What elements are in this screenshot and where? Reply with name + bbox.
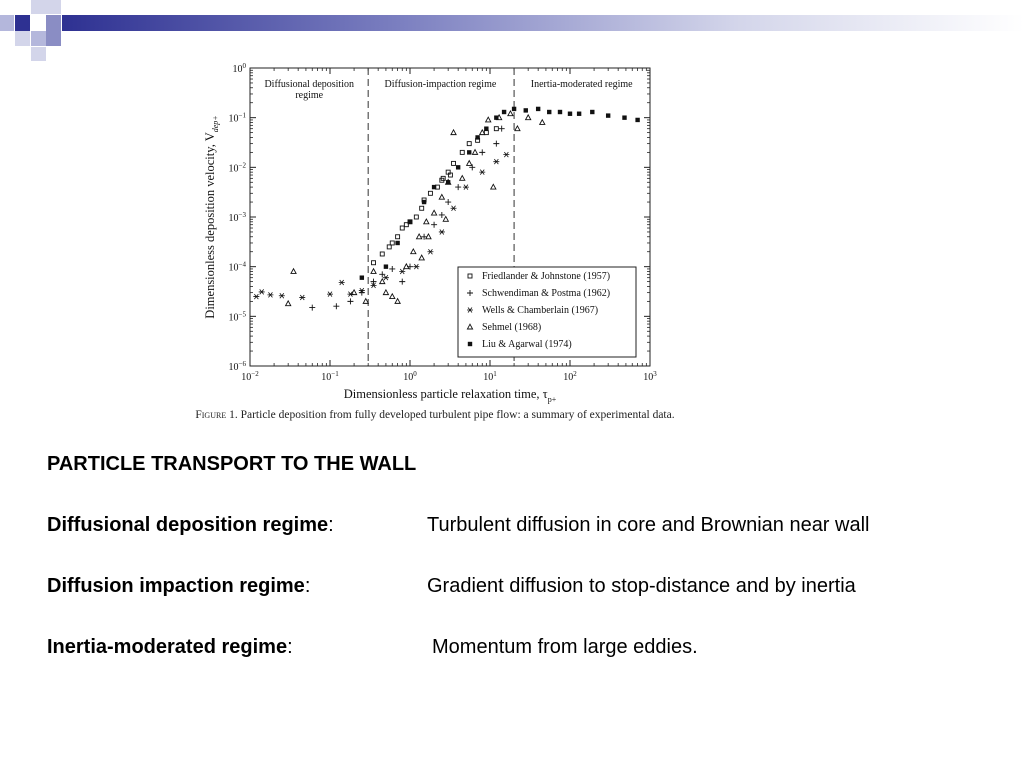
data-point-open-square xyxy=(396,235,400,239)
x-tick-label: $10^0$ xyxy=(403,370,417,383)
data-point-filled-square xyxy=(606,113,610,117)
data-point-open-triangle xyxy=(431,210,436,215)
series-open-square xyxy=(372,127,499,265)
regime-separator: : xyxy=(328,514,334,536)
data-point-filled-square xyxy=(547,110,551,114)
data-point-open-triangle xyxy=(371,269,376,274)
data-point-open-square xyxy=(420,206,424,210)
data-point-open-triangle xyxy=(486,117,491,122)
slide-heading: PARTICLE TRANSPORT TO THE WALL xyxy=(47,453,417,475)
data-point-open-triangle xyxy=(540,120,545,125)
regime-row-diffusion-impaction xyxy=(47,574,1007,598)
deposition-velocity-scatter-chart xyxy=(190,58,680,440)
regime-description: Momentum from large eddies. xyxy=(432,636,698,658)
data-point-filled-square xyxy=(395,241,399,245)
data-point-plus xyxy=(389,266,395,272)
data-point-filled-square xyxy=(622,115,626,119)
legend-entry: Wells & Chamberlain (1967) xyxy=(482,305,599,316)
data-point-open-square xyxy=(387,245,391,249)
data-point-plus xyxy=(455,184,461,190)
data-point-open-triangle xyxy=(291,269,296,274)
regime-description: Gradient diffusion to stop-distance and by inertia xyxy=(427,575,856,597)
data-point-filled-square xyxy=(468,342,472,346)
data-point-asterisk xyxy=(427,249,433,254)
banner-square-1 xyxy=(0,0,14,14)
x-tick-label: $10^{-1}$ xyxy=(321,370,339,383)
data-point-filled-square xyxy=(475,135,479,139)
banner-square-9 xyxy=(31,47,46,61)
data-point-filled-square xyxy=(494,115,498,119)
data-point-open-triangle xyxy=(439,194,444,199)
region-label: Inertia-moderated regime xyxy=(530,79,633,90)
region-label: Diffusion-impaction regime xyxy=(384,79,497,90)
data-point-plus xyxy=(439,212,445,218)
x-axis-label: Dimensionless particle relaxation time, $\tau_{p+}$ xyxy=(343,387,557,404)
data-point-open-triangle xyxy=(515,126,520,131)
data-point-asterisk xyxy=(259,289,265,294)
data-point-open-triangle xyxy=(419,255,424,260)
y-tick-label: $10^{-5}$ xyxy=(228,310,246,324)
regime-label: Diffusion impaction regime xyxy=(47,575,305,597)
banner-square-4 xyxy=(31,0,46,14)
x-tick-label: $10^1$ xyxy=(483,370,497,383)
y-tick-label: $10^{-1}$ xyxy=(228,111,246,125)
banner-square-10 xyxy=(46,15,61,31)
data-point-plus xyxy=(445,199,451,205)
data-point-filled-square xyxy=(524,108,528,112)
data-point-plus xyxy=(493,141,499,147)
banner-square-3 xyxy=(0,15,14,31)
figure-caption-text: Particle deposition from fully developed turbulent pipe flow: a summary of experimental data. xyxy=(240,409,675,421)
data-point-plus xyxy=(309,305,315,311)
y-tick-label: $10^{-3}$ xyxy=(228,211,246,224)
data-point-open-square xyxy=(494,127,498,131)
data-point-open-triangle xyxy=(467,161,472,166)
series-filled-square xyxy=(360,107,640,280)
chart-legend xyxy=(458,267,636,357)
data-point-filled-square xyxy=(446,180,450,184)
data-point-open-square xyxy=(452,161,456,165)
banner-square-2 xyxy=(15,15,30,31)
data-point-filled-square xyxy=(484,126,488,130)
y-tick-label: $10^0$ xyxy=(232,62,246,75)
y-axis-label: Dimensionless deposition velocity, $V_{dep+}$ xyxy=(203,115,220,319)
legend-entry: Sehmel (1968) xyxy=(482,322,542,333)
data-point-open-triangle xyxy=(526,115,531,120)
regime-label: Inertia-moderated regime xyxy=(47,636,288,658)
regime-label: Diffusional deposition regime xyxy=(47,514,329,536)
slide-banner xyxy=(0,0,1024,62)
data-point-plus xyxy=(379,271,385,277)
data-point-open-square xyxy=(467,142,471,146)
banner-band xyxy=(62,15,1024,31)
data-point-asterisk xyxy=(451,206,457,211)
regime-separator: : xyxy=(304,575,311,597)
data-point-filled-square xyxy=(456,165,460,169)
data-point-filled-square xyxy=(422,200,426,204)
data-point-open-square xyxy=(390,241,394,245)
data-point-asterisk xyxy=(463,185,469,190)
data-point-open-triangle xyxy=(390,294,395,299)
data-point-open-square xyxy=(372,261,376,265)
data-point-plus xyxy=(479,149,485,155)
data-point-open-triangle xyxy=(286,301,291,306)
data-point-asterisk xyxy=(327,292,333,297)
regime-row-inertia-moderated xyxy=(47,635,1007,659)
data-point-open-triangle xyxy=(472,150,477,155)
x-tick-label: $10^{-2}$ xyxy=(241,370,259,383)
regime-row-diffusional xyxy=(47,513,1007,537)
data-point-open-triangle xyxy=(443,216,448,221)
data-point-open-triangle xyxy=(417,234,422,239)
data-point-filled-square xyxy=(590,110,594,114)
data-point-plus xyxy=(499,126,505,132)
data-point-filled-square xyxy=(384,264,388,268)
data-point-open-square xyxy=(380,252,384,256)
data-point-asterisk xyxy=(339,280,345,285)
data-point-open-triangle xyxy=(451,130,456,135)
banner-square-8 xyxy=(46,31,61,46)
data-point-open-triangle xyxy=(363,299,368,304)
data-point-asterisk xyxy=(383,275,389,280)
data-point-open-triangle xyxy=(395,299,400,304)
data-point-asterisk xyxy=(253,294,259,299)
data-point-open-triangle xyxy=(424,219,429,224)
data-point-open-triangle xyxy=(383,290,388,295)
data-point-filled-square xyxy=(577,112,581,116)
figure-caption xyxy=(190,408,680,422)
data-point-filled-square xyxy=(432,185,436,189)
data-point-open-triangle xyxy=(460,176,465,181)
data-point-filled-square xyxy=(512,107,516,111)
data-point-open-square xyxy=(428,191,432,195)
data-point-filled-square xyxy=(635,118,639,122)
x-tick-label: $10^2$ xyxy=(563,370,577,383)
data-point-asterisk xyxy=(503,152,509,157)
data-point-open-square xyxy=(414,215,418,219)
data-point-plus xyxy=(371,279,377,285)
y-tick-label: $10^{-4}$ xyxy=(228,260,246,274)
data-point-open-triangle xyxy=(411,249,416,254)
banner-square-5 xyxy=(46,0,61,14)
data-point-asterisk xyxy=(279,293,285,298)
data-point-filled-square xyxy=(467,150,471,154)
data-point-asterisk xyxy=(267,292,273,297)
banner-square-6 xyxy=(31,31,46,46)
data-point-filled-square xyxy=(568,112,572,116)
data-point-plus xyxy=(347,298,353,304)
data-point-plus xyxy=(399,279,405,285)
data-point-open-square xyxy=(460,150,464,154)
slide-text xyxy=(47,452,1007,696)
data-point-open-triangle xyxy=(508,111,513,116)
regime-separator: : xyxy=(287,636,293,658)
data-point-filled-square xyxy=(408,220,412,224)
data-point-filled-square xyxy=(502,110,506,114)
legend-entry: Liu & Agarwal (1974) xyxy=(482,339,572,350)
data-point-plus xyxy=(333,303,339,309)
legend-entry: Friedlander & Johnstone (1957) xyxy=(482,271,611,282)
data-point-asterisk xyxy=(399,269,405,274)
y-tick-label: $10^{-6}$ xyxy=(228,360,246,373)
data-point-open-square xyxy=(400,226,404,230)
data-point-asterisk xyxy=(439,229,445,234)
data-point-plus xyxy=(431,222,437,228)
banner-square-7 xyxy=(15,31,30,46)
y-tick-label: $10^{-2}$ xyxy=(228,161,246,175)
figure-caption-label: Figure 1. xyxy=(195,409,238,421)
data-point-filled-square xyxy=(558,110,562,114)
data-point-asterisk xyxy=(413,264,419,269)
region-label: Diffusional deposition xyxy=(264,79,354,90)
region-label: regime xyxy=(295,90,324,101)
data-point-filled-square xyxy=(536,107,540,111)
data-point-asterisk xyxy=(299,295,305,300)
data-point-asterisk xyxy=(493,159,499,164)
data-point-open-triangle xyxy=(491,184,496,189)
data-point-filled-square xyxy=(360,275,364,279)
regime-description: Turbulent diffusion in core and Brownian near wall xyxy=(427,514,870,536)
x-tick-label: $10^3$ xyxy=(643,370,657,383)
data-point-asterisk xyxy=(479,170,485,175)
legend-entry: Schwendiman & Postma (1962) xyxy=(482,288,611,299)
